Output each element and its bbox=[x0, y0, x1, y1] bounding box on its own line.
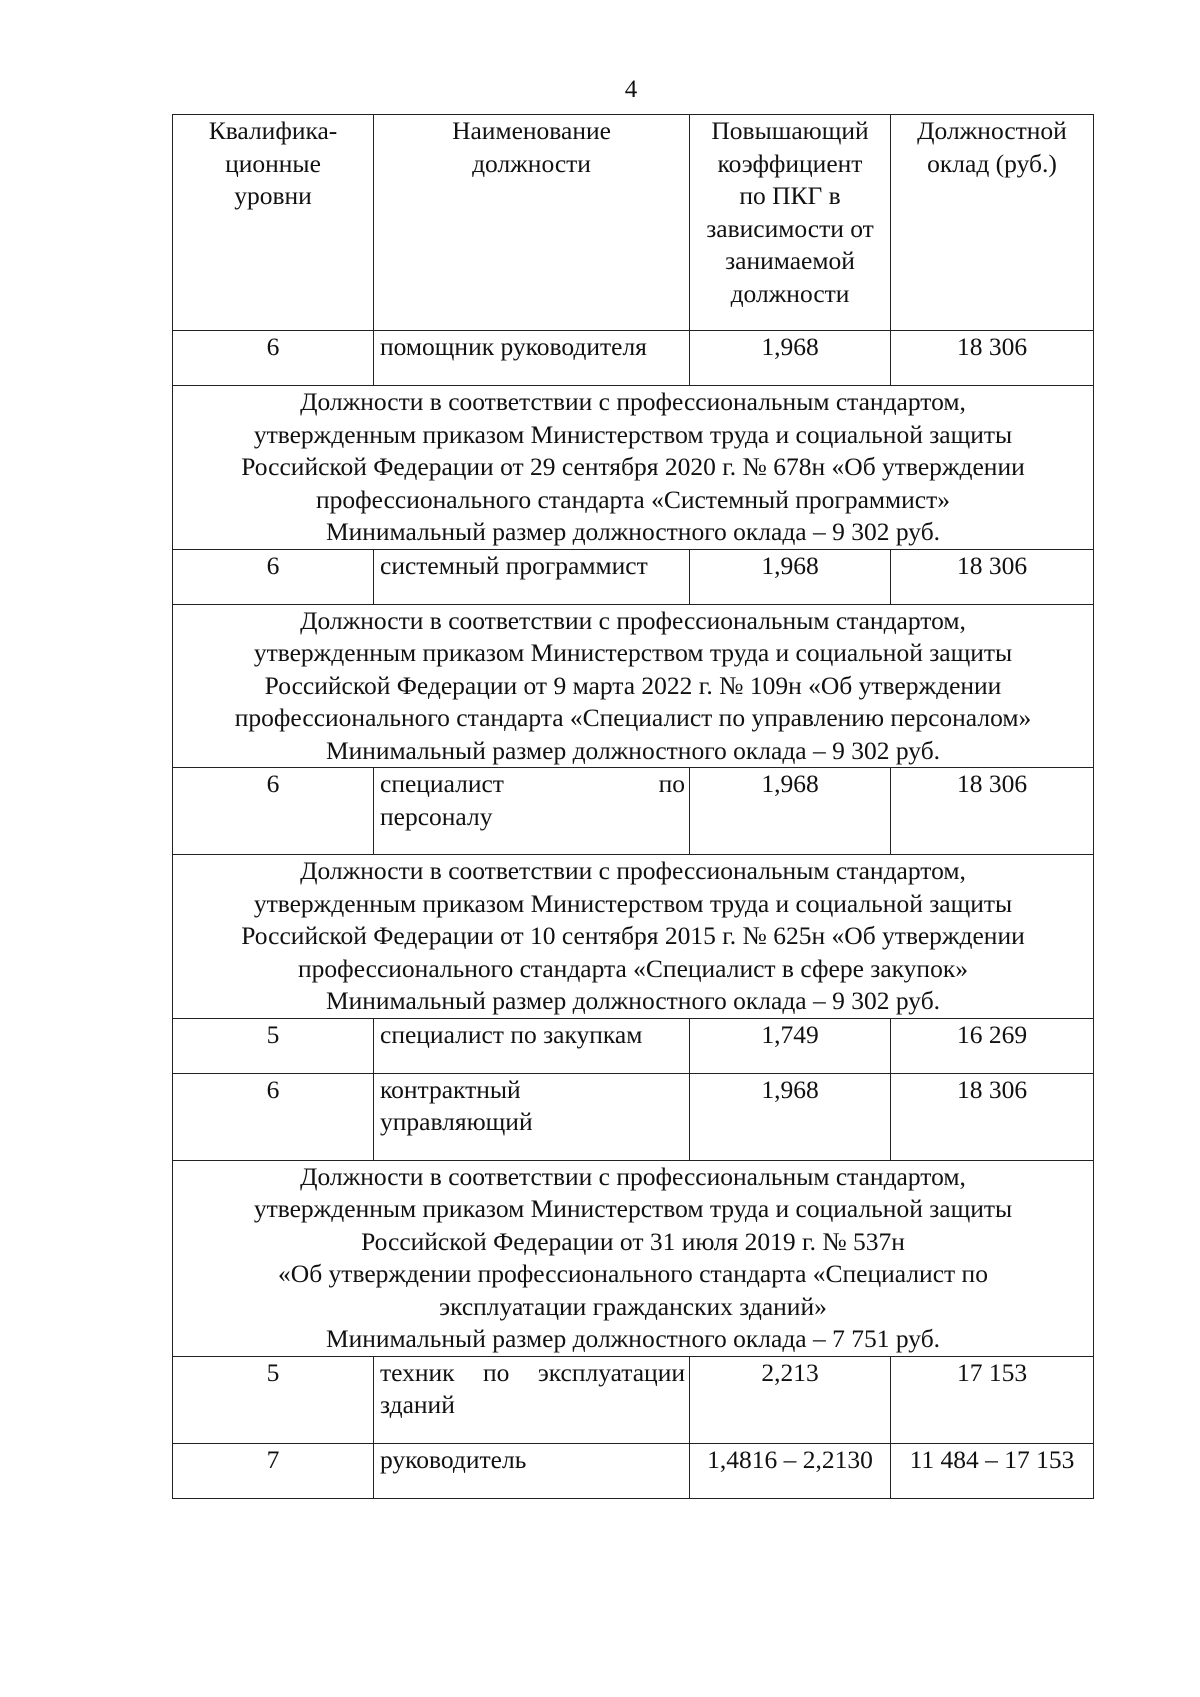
cell-salary: 18 306 bbox=[891, 331, 1094, 386]
cell-coefficient: 1,968 bbox=[690, 768, 891, 855]
cell-level: 6 bbox=[173, 1073, 374, 1160]
cell-position: руководитель bbox=[374, 1443, 690, 1498]
cell-salary: 18 306 bbox=[891, 768, 1094, 855]
position-word: специалист bbox=[380, 769, 504, 798]
position-line: зданий bbox=[380, 1390, 455, 1419]
cell-salary: 18 306 bbox=[891, 1073, 1094, 1160]
cell-salary: 17 153 bbox=[891, 1356, 1094, 1443]
section-standard-text: Должности в соответствии с профессиональным стандартом, утвержденным приказом Министерством труда и социальной защиты Российской Федерации от 31 июля 2019 г. № 537н «Об утверждении профессионального стандарта «Специалист по эксплуатации гражданских зданий» Минимальный размер должностного оклада – 7 751 руб. bbox=[173, 1160, 1094, 1356]
header-qualification-level: Квалифика- ционные уровни bbox=[173, 115, 374, 331]
table-row bbox=[173, 1443, 1094, 1498]
position-line: управляющий bbox=[380, 1107, 533, 1136]
cell-coefficient: 1,749 bbox=[690, 1018, 891, 1073]
cell-level: 6 bbox=[173, 768, 374, 855]
cell-level: 5 bbox=[173, 1356, 374, 1443]
cell-position: помощник руководителя bbox=[374, 331, 690, 386]
cell-position bbox=[374, 1073, 690, 1160]
section-row bbox=[173, 604, 1094, 768]
cell-salary: 16 269 bbox=[891, 1018, 1094, 1073]
cell-coefficient: 1,968 bbox=[690, 331, 891, 386]
section-row bbox=[173, 1160, 1094, 1356]
section-standard-text: Должности в соответствии с профессиональным стандартом, утвержденным приказом Министерством труда и социальной защиты Российской Федерации от 9 марта 2022 г. № 109н «Об утверждении профессионального стандарта «Специалист по управлению персоналом» Минимальный размер должностного оклада – 9 302 руб. bbox=[173, 604, 1094, 768]
cell-salary: 11 484 – 17 153 bbox=[891, 1443, 1094, 1498]
page-number: 4 bbox=[624, 76, 638, 103]
section-row bbox=[173, 386, 1094, 550]
cell-coefficient: 1,968 bbox=[690, 549, 891, 604]
table-row bbox=[173, 1018, 1094, 1073]
table-row bbox=[173, 1356, 1094, 1443]
table-row bbox=[173, 331, 1094, 386]
cell-position bbox=[374, 1356, 690, 1443]
section-row bbox=[173, 855, 1094, 1019]
cell-salary: 18 306 bbox=[891, 549, 1094, 604]
cell-position: специалист по закупкам bbox=[374, 1018, 690, 1073]
table-row bbox=[173, 549, 1094, 604]
cell-coefficient: 1,4816 – 2,2130 bbox=[690, 1443, 891, 1498]
cell-level: 5 bbox=[173, 1018, 374, 1073]
position-word: по bbox=[658, 769, 685, 798]
position-line: контрактный bbox=[380, 1074, 521, 1104]
table-header-row bbox=[173, 115, 1094, 331]
position-line: техник по эксплуатации bbox=[380, 1357, 685, 1387]
cell-level: 6 bbox=[173, 331, 374, 386]
cell-coefficient: 1,968 bbox=[690, 1073, 891, 1160]
cell-position bbox=[374, 768, 690, 855]
header-position-name: Наименование должности bbox=[374, 115, 690, 331]
section-standard-text: Должности в соответствии с профессиональным стандартом, утвержденным приказом Министерством труда и социальной защиты Российской Федерации от 29 сентября 2020 г. № 678н «Об утверждении профессионального стандарта «Системный программист» Минимальный размер должностного оклада – 9 302 руб. bbox=[173, 386, 1094, 550]
header-salary: Должностной оклад (руб.) bbox=[891, 115, 1094, 331]
section-standard-text: Должности в соответствии с профессиональным стандартом, утвержденным приказом Министерством труда и социальной защиты Российской Федерации от 10 сентября 2015 г. № 625н «Об утверждении профессионального стандарта «Специалист в сфере закупок» Минимальный размер должностного оклада – 9 302 руб. bbox=[173, 855, 1094, 1019]
cell-position: системный программист bbox=[374, 549, 690, 604]
cell-level: 7 bbox=[173, 1443, 374, 1498]
salary-table bbox=[172, 114, 1094, 1499]
table-row bbox=[173, 768, 1094, 855]
table-row bbox=[173, 1073, 1094, 1160]
position-line bbox=[380, 768, 685, 801]
position-line: персоналу bbox=[380, 801, 493, 831]
cell-coefficient: 2,213 bbox=[690, 1356, 891, 1443]
cell-level: 6 bbox=[173, 549, 374, 604]
header-coefficient: Повышающий коэффициент по ПКГ в зависимости от занимаемой должности bbox=[690, 115, 891, 331]
